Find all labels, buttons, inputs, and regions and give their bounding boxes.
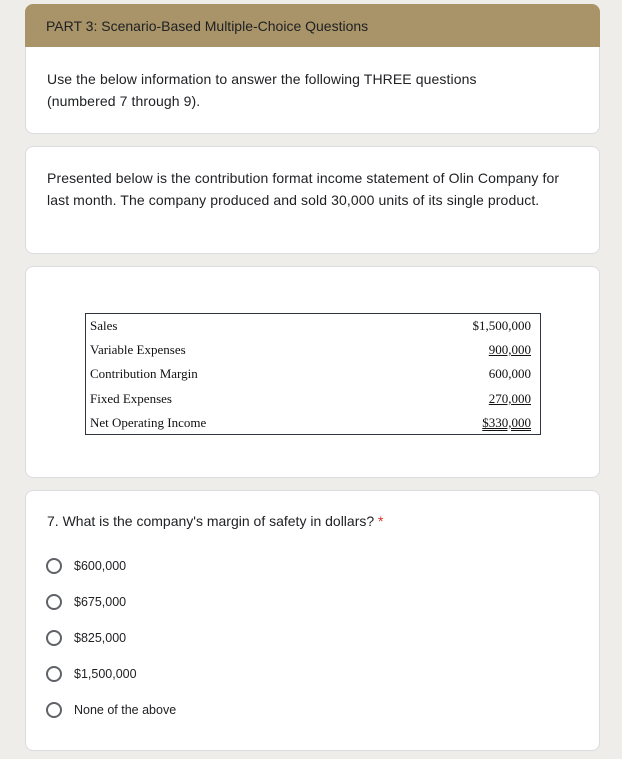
statement-row-variable-expenses [90, 341, 531, 359]
context-card [25, 146, 600, 254]
option-label[interactable]: $1,500,000 [74, 667, 137, 681]
question-text: 7. What is the company's margin of safety in dollars? [47, 513, 375, 529]
option-825000[interactable] [46, 627, 126, 649]
statement-amount: 900,000 [488, 342, 531, 357]
required-asterisk: * [378, 513, 384, 529]
option-label[interactable]: $825,000 [74, 631, 127, 645]
radio-button[interactable] [46, 630, 62, 646]
option-label[interactable]: None of the above [74, 703, 177, 717]
option-600000[interactable] [46, 555, 126, 577]
radio-button[interactable] [46, 594, 62, 610]
question-card [25, 490, 600, 751]
option-label[interactable]: $600,000 [74, 559, 127, 573]
option-675000[interactable] [46, 591, 126, 613]
income-statement-card [25, 266, 600, 478]
radio-button[interactable] [46, 666, 62, 682]
radio-button[interactable] [46, 702, 62, 718]
option-none-of-the-above[interactable] [46, 699, 176, 721]
statement-label: Variable Expenses [90, 342, 186, 357]
statement-label: Contribution Margin [90, 366, 198, 381]
statement-row-net-operating-income [90, 414, 531, 432]
statement-row-fixed-expenses [90, 390, 531, 408]
question-title [47, 513, 384, 529]
statement-row-sales [90, 317, 531, 335]
section-title: PART 3: Scenario-Based Multiple-Choice Questions [46, 17, 369, 34]
option-1500000[interactable] [46, 663, 137, 685]
context-text: Presented below is the contribution format income statement of Olin Company for last month. The company produced and sold 30,000 units of its single product. [47, 170, 560, 208]
statement-label: Net Operating Income [90, 415, 207, 430]
statement-amount: 270,000 [488, 391, 531, 406]
intro-card [25, 47, 600, 134]
statement-amount: $1,500,000 [472, 318, 531, 333]
statement-row-contribution-margin [90, 365, 531, 383]
section-header [25, 4, 600, 47]
option-label[interactable]: $675,000 [74, 595, 127, 609]
statement-label: Sales [90, 318, 118, 333]
statement-label: Fixed Expenses [90, 391, 172, 406]
radio-button[interactable] [46, 558, 62, 574]
statement-amount: $330,000 [482, 415, 531, 430]
statement-amount: 600,000 [488, 366, 531, 381]
intro-text: Use the below information to answer the following THREE questions (numbered 7 through 9). [47, 71, 477, 109]
income-statement-table [85, 313, 541, 435]
